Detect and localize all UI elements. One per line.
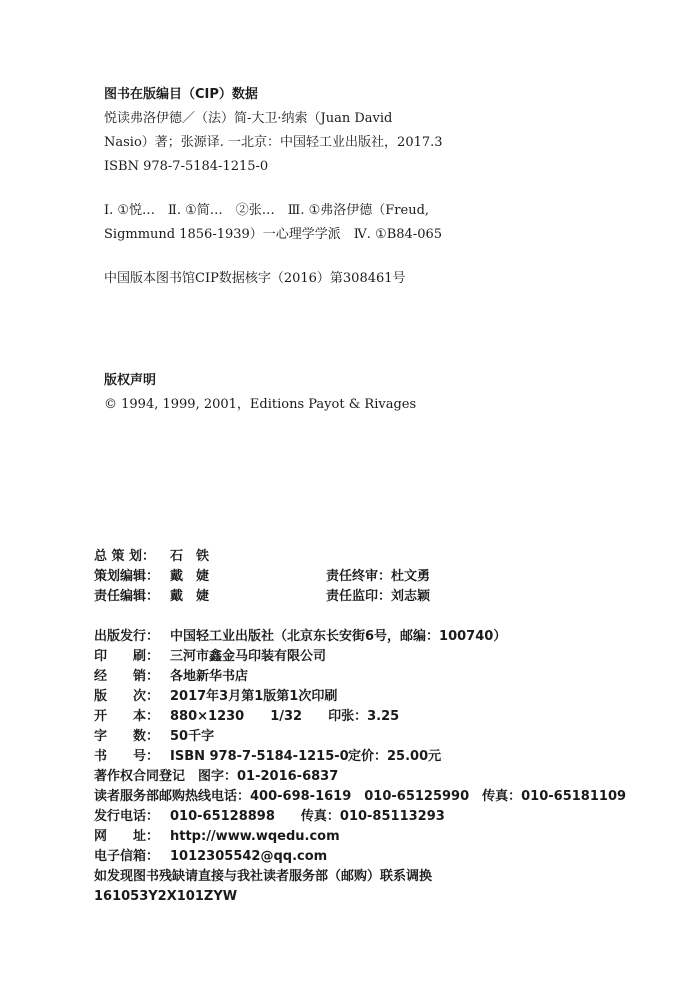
edition-label: 版 次：: [94, 689, 160, 704]
cip-subject-2: Sigmmund 1856-1939）一心理学学派 Ⅳ. ①B84-065: [104, 227, 443, 242]
cip-heading: 图书在版编目（CIP）数据: [104, 87, 258, 102]
copyright-heading: 版权声明: [104, 373, 157, 388]
resp-editor-label: 责任编辑：: [94, 589, 160, 604]
plan-editor-value: 戴 婕: [170, 569, 210, 584]
pub-distributor: [94, 668, 248, 686]
final-review-label: 责任终审：: [326, 569, 392, 584]
pub-website: [94, 828, 340, 846]
wordcount-value: 50千字: [170, 729, 215, 744]
cip-isbn: ISBN 978-7-5184-1215-0: [104, 159, 269, 174]
pub-price: 定价：25.00元: [348, 749, 442, 764]
edition-value: 2017年3月第1版第1次印刷: [170, 689, 338, 704]
email-label: 电子信箱：: [94, 849, 160, 864]
planner-value: 石 铁: [170, 549, 210, 564]
plan-editor-label: 策划编辑：: [94, 569, 160, 584]
pub-code: 161053Y2X101ZYW: [94, 889, 238, 904]
credits-planner: [94, 548, 209, 566]
publisher-label: 出版发行：: [94, 629, 160, 644]
website-label: 网 址：: [94, 829, 160, 844]
credits-plan-editor: [94, 568, 209, 586]
credits-resp-editor: [94, 588, 209, 606]
dist-phone-value: 010-65128898 传真：010-85113293: [170, 809, 445, 824]
credits-final-review: [326, 568, 430, 586]
print-supervisor-label: 责任监印：: [326, 589, 392, 604]
wordcount-label: 字 数：: [94, 729, 160, 744]
pub-contract: 著作权合同登记 图字：01-2016-6837: [94, 769, 339, 784]
final-review-value: 杜文勇: [391, 569, 431, 584]
pub-printer: [94, 648, 326, 666]
publisher-value: 中国轻工业出版社（北京东长安街6号，邮编：100740）: [170, 629, 507, 644]
pub-wordcount: [94, 728, 214, 746]
copyright-text: © 1994, 1999, 2001，Editions Payot & Rivages: [104, 397, 417, 412]
credits-print-supervisor: [326, 588, 430, 606]
pub-email: [94, 848, 327, 866]
isbn-label: 书 号：: [94, 749, 160, 764]
pub-isbn: [94, 748, 349, 766]
pub-format: [94, 708, 399, 726]
cip-subject-1: Ⅰ. ①悦… Ⅱ. ①简… ②张… Ⅲ. ①弗洛伊德（Freud,: [104, 203, 430, 218]
dist-phone-label: 发行电话：: [94, 809, 160, 824]
isbn-value: ISBN 978-7-5184-1215-0: [170, 749, 349, 764]
pub-notice: 如发现图书残缺请直接与我社读者服务部（邮购）联系调换: [94, 869, 433, 884]
cip-line-2: Nasio）著；张源译. 一北京：中国轻工业出版社，2017.3: [104, 135, 443, 150]
distributor-value: 各地新华书店: [170, 669, 249, 684]
distributor-label: 经 销：: [94, 669, 160, 684]
pub-reader-service: 读者服务部邮购热线电话：400-698-1619 010-65125990 传真：010-65181109: [94, 789, 627, 804]
format-label: 开 本：: [94, 709, 160, 724]
email-value: 1012305542@qq.com: [170, 849, 328, 864]
pub-publisher: [94, 628, 506, 646]
format-value: 880×1230 1/32 印张：3.25: [170, 709, 400, 724]
website-value: http://www.wqedu.com: [170, 829, 340, 844]
resp-editor-value: 戴 婕: [170, 589, 210, 604]
printer-label: 印 刷：: [94, 649, 160, 664]
cip-record-number: 中国版本图书馆CIP数据核字（2016）第308461号: [104, 271, 406, 286]
print-supervisor-value: 刘志颖: [391, 589, 431, 604]
cip-line-1: 悦读弗洛伊德／（法）简-大卫·纳索（Juan David: [104, 111, 393, 126]
planner-label: 总 策 划：: [94, 549, 156, 564]
pub-edition: [94, 688, 337, 706]
printer-value: 三河市鑫金马印装有限公司: [170, 649, 327, 664]
pub-dist-phone: [94, 808, 445, 826]
